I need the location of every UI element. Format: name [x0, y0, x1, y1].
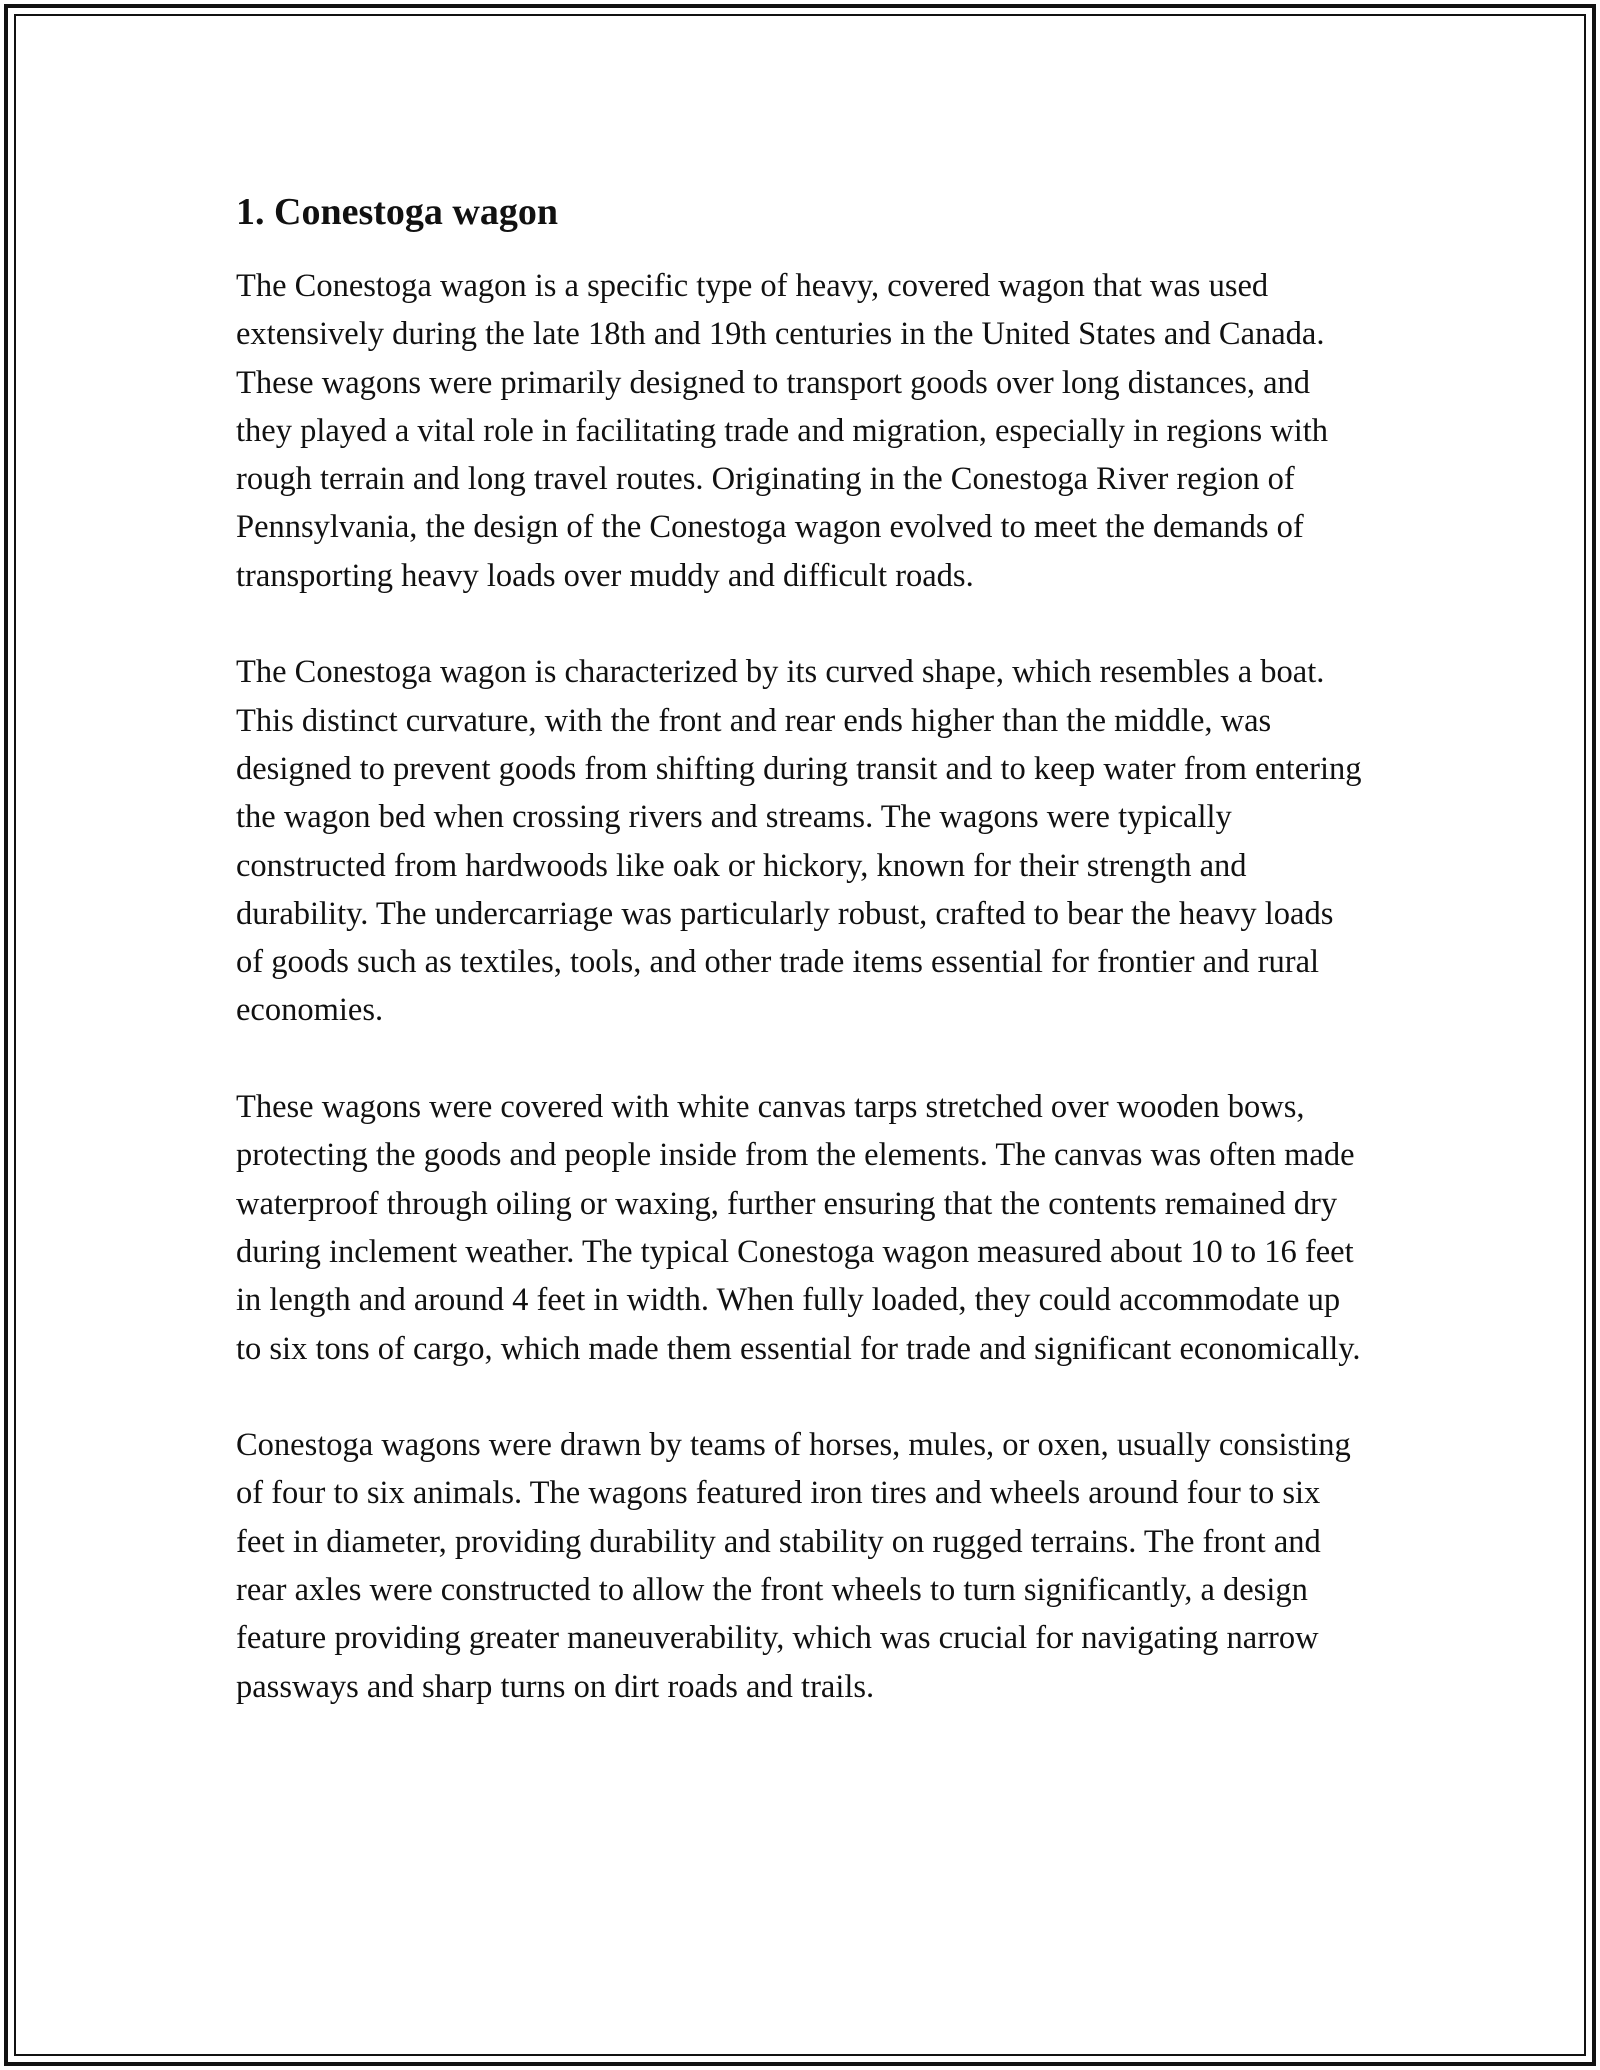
paragraph-4: Conestoga wagons were drawn by teams of horses, mules, or oxen, usually consisting of four to six animals. The wagons featured iron tires and wheels around four to six feet in diameter, providing durability and stability on rugged terrains. The front and rear axles were constructed to allow the front wheels to turn significantly, a design feature providing greater maneuverability, which was crucial for navigating narrow passways and sharp turns on dirt roads and trails. — [236, 1427, 1351, 1705]
paragraph-2: The Conestoga wagon is characterized by its curved shape, which resembles a boat. This distinct curvature, with the front and rear ends higher than the middle, was designed to prevent goods from shifting during transit and to keep water from entering the wagon bed when crossing rivers and streams. The wagons were typically constructed from hardwoods like oak or hickory, known for their strength and durability. The undercarriage was particularly robust, crafted to bear the heavy loads of goods such as textiles, tools, and other trade items essential for frontier and rural economies. — [236, 654, 1362, 1029]
paragraph-3: These wagons were covered with white canvas tarps stretched over wooden bows, protecting the goods and people inside from the elements. The canvas was often made waterproof through oiling or waxing, further ensuring that the contents remained dry during inclement weather. The typical Conestoga wagon measured about 10 to 16 feet in length and around 4 feet in width. When fully loaded, they could accommodate up to six tons of cargo, which made them essential for trade and significant economically. — [236, 1089, 1361, 1367]
paragraph-1: The Conestoga wagon is a specific type of heavy, covered wagon that was used extensively during the late 18th and 19th centuries in the United States and Canada. These wagons were primarily designed to transport goods over long distances, and they played a vital role in facilitating trade and migration, especially in regions with rough terrain and long travel routes. Originating in the Conestoga River region of Pennsylvania, the design of the Conestoga wagon evolved to meet the demands of transporting heavy loads over muddy and difficult roads. — [236, 268, 1329, 594]
document-body — [236, 186, 1366, 1711]
section-heading: 1. Conestoga wagon — [236, 191, 558, 233]
